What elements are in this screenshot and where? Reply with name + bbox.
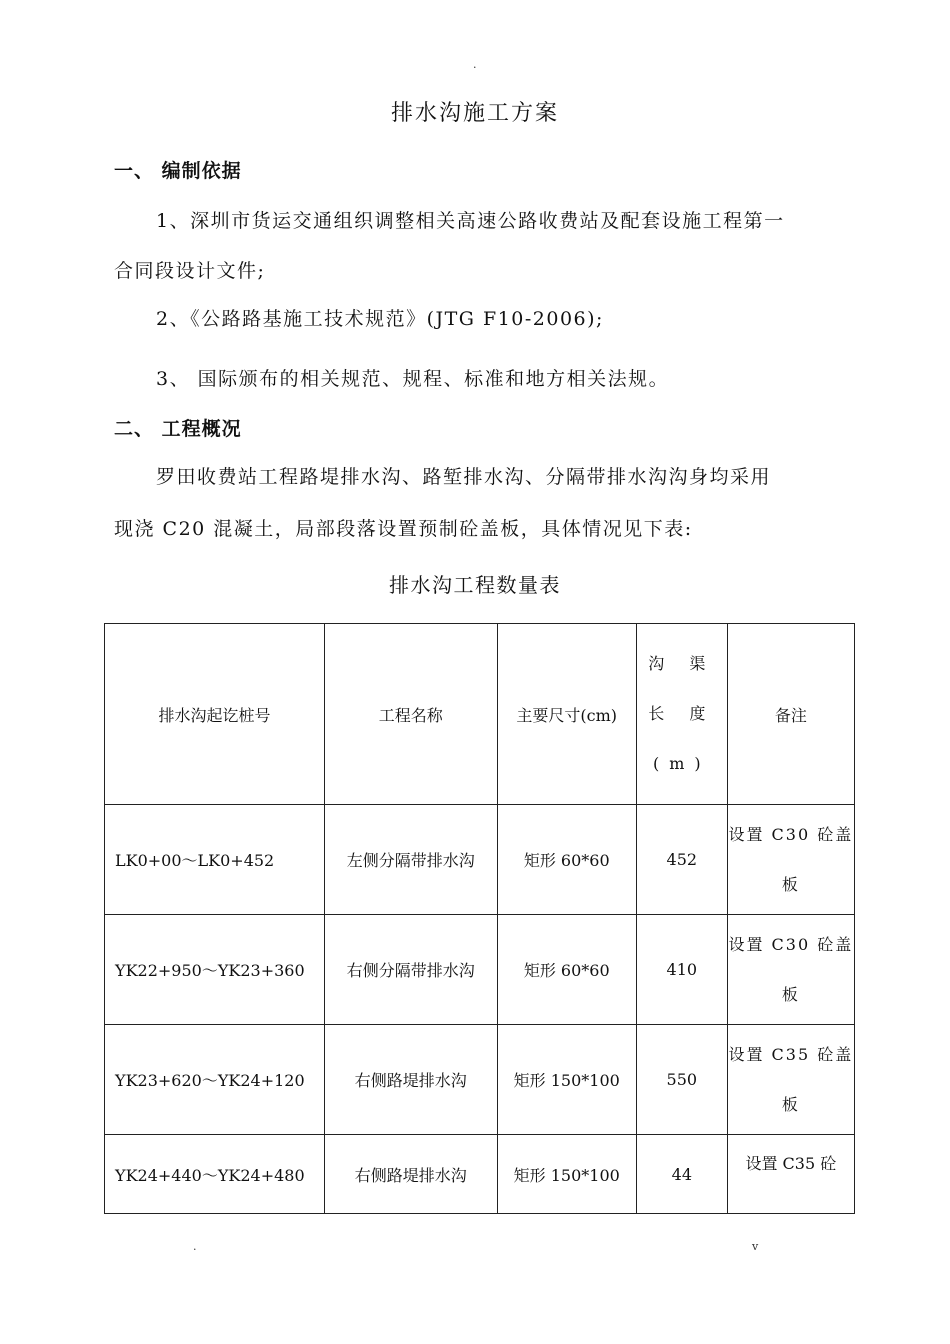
cell-dimensions: 矩形 60*60 — [497, 805, 636, 915]
top-dot-mark: . — [473, 58, 477, 71]
table-row — [105, 1135, 855, 1214]
header-length-text: 沟 渠 长 度 (m) — [648, 654, 716, 773]
header-cell-remarks: 备注 — [727, 624, 854, 805]
document-title: 排水沟施工方案 — [390, 101, 559, 126]
header-cell-project-name: 工程名称 — [324, 624, 497, 805]
cell-station: LK0+00～LK0+452 — [105, 805, 325, 915]
basis-item-1-line-2: 合同段设计文件; — [114, 260, 266, 282]
section-heading-overview: 二、 工程概况 — [114, 418, 242, 440]
header-cell-station: 排水沟起讫桩号 — [105, 624, 325, 805]
cell-remarks: 设置 C35 砼 — [727, 1135, 854, 1214]
cell-dimensions: 矩形 150*100 — [497, 1025, 636, 1135]
overview-line-1: 罗田收费站工程路堤排水沟、路堑排水沟、分隔带排水沟沟身均采用 — [156, 466, 772, 488]
cell-remarks — [727, 915, 854, 1025]
cell-project-name: 左侧分隔带排水沟 — [324, 805, 497, 915]
cell-station: YK22+950～YK23+360 — [105, 915, 325, 1025]
remarks-text: 设置 C30 砼盖板 — [728, 934, 854, 1004]
cell-project-name: 右侧分隔带排水沟 — [324, 915, 497, 1025]
table-title: 排水沟工程数量表 — [389, 573, 561, 597]
header-cell-dimensions: 主要尺寸(cm) — [497, 624, 636, 805]
table-row — [105, 805, 855, 915]
cell-project-name: 右侧路堤排水沟 — [324, 1135, 497, 1214]
bottom-right-mark: v — [752, 1240, 759, 1253]
basis-item-1-line-1: 1、深圳市货运交通组织调整相关高速公路收费站及配套设施工程第一 — [156, 210, 785, 232]
remarks-text: 设置 C35 砼盖板 — [728, 1044, 854, 1114]
cell-length: 410 — [636, 915, 727, 1025]
cell-dimensions: 矩形 60*60 — [497, 915, 636, 1025]
header-cell-length — [636, 624, 727, 805]
table-header-row — [105, 624, 855, 805]
cell-station: YK23+620～YK24+120 — [105, 1025, 325, 1135]
basis-item-3: 3、 国际颁布的相关规范、规程、标准和地方相关法规。 — [156, 368, 670, 390]
overview-line-2: 现浇 C20 混凝土，局部段落设置预制砼盖板，具体情况见下表: — [114, 518, 693, 540]
drainage-quantity-table — [104, 623, 855, 1214]
remarks-text: 设置 C30 砼盖板 — [728, 824, 854, 894]
cell-length: 44 — [636, 1135, 727, 1214]
cell-station: YK24+440～YK24+480 — [105, 1135, 325, 1214]
table-row — [105, 915, 855, 1025]
section-heading-basis: 一、 编制依据 — [114, 160, 242, 182]
cell-remarks — [727, 1025, 854, 1135]
cell-project-name: 右侧路堤排水沟 — [324, 1025, 497, 1135]
cell-length: 452 — [636, 805, 727, 915]
table-row — [105, 1025, 855, 1135]
basis-item-2: 2、《公路路基施工技术规范》(JTG F10-2006); — [156, 308, 604, 330]
cell-length: 550 — [636, 1025, 727, 1135]
bottom-left-dot-mark: . — [193, 1240, 197, 1253]
cell-remarks — [727, 805, 854, 915]
cell-dimensions: 矩形 150*100 — [497, 1135, 636, 1214]
